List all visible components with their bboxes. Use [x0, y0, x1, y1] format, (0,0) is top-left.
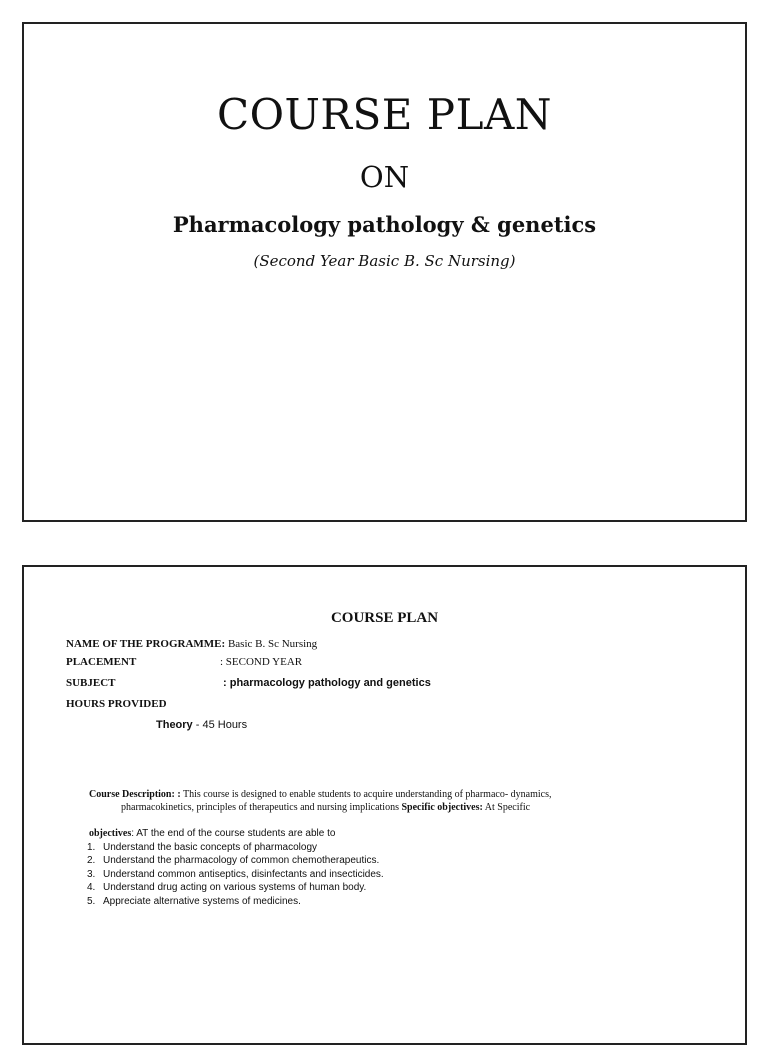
placement-value: : SECOND YEAR [220, 656, 303, 668]
course-plan-title: COURSE PLAN [330, 610, 439, 626]
list-item [89, 854, 649, 868]
course-description [89, 788, 649, 814]
hours-row [66, 698, 167, 710]
subject-value: : pharmacology pathology and genetics [223, 677, 431, 689]
cover-page [22, 22, 747, 522]
course-plan-page [22, 565, 747, 1045]
hours-label: HOURS PROVIDED [66, 698, 167, 710]
list-item [89, 868, 649, 882]
objective-text: Understand the pharmacology of common chemotherapeutics. [103, 855, 380, 866]
objective-number: 3. [87, 868, 96, 880]
specific-text: At Specific [482, 802, 531, 813]
theory-row [156, 719, 247, 731]
list-item [89, 895, 649, 909]
objective-number: 4. [87, 882, 96, 893]
list-item [89, 841, 649, 855]
cover-subtitle: (Second Year Basic B. Sc Nursing) [253, 252, 516, 270]
list-item [89, 881, 649, 895]
objective-text: Appreciate alternative systems of medicines. [103, 895, 301, 907]
objective-number: 1. [87, 841, 96, 853]
description-text-2: pharmacokinetics, principles of therapeutics and nursing implications [121, 802, 402, 813]
subject-label: SUBJECT [66, 677, 116, 689]
description-text-1: This course is designed to enable students to acquire understanding of pharmaco- dynamics, [180, 789, 552, 800]
theory-label: Theory [156, 719, 193, 731]
description-line-1 [89, 788, 649, 801]
placement-row [66, 656, 303, 668]
cover-title: COURSE PLAN [216, 90, 553, 139]
programme-row [66, 638, 317, 650]
objective-text: Understand drug acting on various systems of human body. [103, 882, 367, 893]
objective-text: Understand the basic concepts of pharmacology [103, 841, 318, 853]
objectives-label: objectives [89, 828, 132, 839]
theory-value: - 45 Hours [192, 719, 248, 731]
cover-on-text: ON [359, 160, 410, 194]
description-line-2 [89, 801, 649, 814]
placement-label: PLACEMENT [66, 656, 137, 668]
objective-number: 2. [87, 855, 96, 866]
description-label: Course Description: : [89, 789, 181, 800]
objectives-intro: : AT the end of the course students are able to [131, 828, 336, 839]
specific-objectives-label: Specific objectives: [401, 802, 483, 813]
objectives-intro-line [89, 827, 649, 841]
objectives-section [89, 827, 649, 908]
programme-value: Basic B. Sc Nursing [227, 638, 318, 650]
cover-subject: Pharmacology pathology & genetics [172, 212, 597, 237]
objective-text: Understand common antiseptics, disinfectants and insecticides. [103, 868, 384, 880]
objectives-list [89, 841, 649, 909]
objective-number: 5. [87, 895, 96, 907]
subject-row [66, 677, 431, 689]
programme-label: NAME OF THE PROGRAMME: [66, 638, 226, 650]
